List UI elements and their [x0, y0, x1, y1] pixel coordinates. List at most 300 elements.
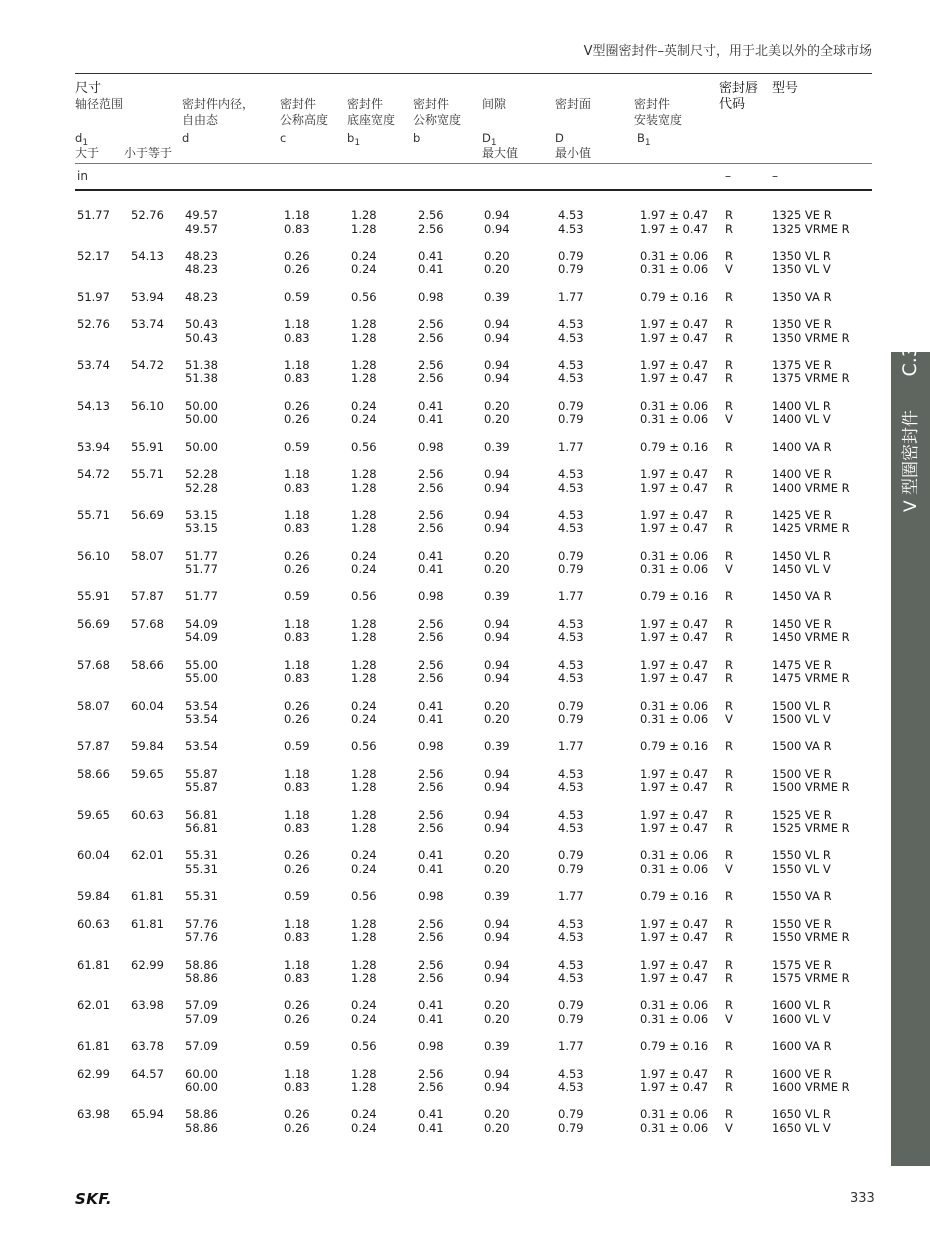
cell-upto: 54.13	[131, 248, 164, 263]
header-d-label-2: 自由态	[182, 113, 219, 127]
page-number: 333	[850, 1191, 875, 1206]
cell-code: R R	[725, 208, 733, 236]
cell-D: 0.79 0.79	[558, 398, 584, 427]
cell-c: 0.59	[284, 889, 310, 904]
cell-type: 1450 VE R 1450 VRME R	[772, 616, 850, 645]
cell-b: 2.56 2.56	[418, 507, 444, 536]
cell-code: R R	[725, 616, 733, 645]
top-rule	[75, 73, 872, 74]
cell-D: 4.53 4.53	[558, 1066, 584, 1095]
cell-D: 4.53 4.53	[558, 807, 584, 836]
cell-type: 1500 VE R 1500 VRME R	[772, 766, 850, 795]
cell-D1: 0.94 0.94	[484, 1066, 510, 1095]
cell-D: 1.77	[558, 589, 584, 604]
cell-D1: 0.94 0.94	[484, 616, 510, 645]
cell-upto: 57.68	[131, 616, 164, 631]
header-b1-label-1: 密封件	[347, 97, 384, 111]
cell-D: 0.79 0.79	[558, 698, 584, 726]
cell-code: R V	[725, 998, 733, 1026]
cell-D1: 0.39	[484, 889, 510, 904]
table-row	[0, 400, 930, 428]
cell-over: 52.17	[77, 248, 110, 263]
header-D-symbol: D	[555, 131, 564, 145]
cell-D1: 0.20 0.20	[484, 698, 510, 726]
cell-b: 0.98	[418, 589, 444, 604]
cell-c: 0.26 0.26	[284, 698, 310, 726]
cell-over: 55.71	[77, 507, 110, 522]
table-row	[0, 550, 930, 578]
cell-d: 57.76 57.76	[185, 916, 218, 945]
cell-over: 56.10	[77, 548, 110, 563]
cell-over: 63.98	[77, 1107, 110, 1122]
cell-D: 4.53 4.53	[558, 467, 584, 495]
header-D1-note: 最大值	[482, 146, 519, 160]
cell-code: R R	[725, 766, 733, 795]
header-unit-rule	[75, 163, 872, 164]
cell-over: 56.69	[77, 616, 110, 631]
cell-b: 0.41 0.41	[418, 248, 444, 277]
cell-code: R V	[725, 848, 733, 876]
cell-b1: 1.28 1.28	[351, 507, 377, 536]
header-d-symbol: d	[182, 131, 190, 145]
cell-code: R	[725, 289, 733, 304]
cell-B1: 0.79 ± 0.16	[640, 739, 709, 754]
cell-b: 2.56 2.56	[418, 807, 444, 836]
cell-over: 51.77	[77, 208, 110, 222]
header-upto-label: 小于等于	[124, 146, 173, 160]
table-row	[0, 250, 930, 278]
cell-B1: 1.97 ± 0.47 1.97 ± 0.47	[640, 208, 709, 236]
cell-b1: 1.28 1.28	[351, 317, 377, 345]
cell-B1: 0.31 ± 0.06 0.31 ± 0.06	[640, 848, 709, 876]
cell-over: 55.91	[77, 589, 110, 604]
cell-b1: 1.28 1.28	[351, 766, 377, 795]
cell-B1: 1.97 ± 0.47 1.97 ± 0.47	[640, 807, 709, 836]
header-c-label-1: 密封件	[280, 97, 317, 111]
cell-D1: 0.94 0.94	[484, 657, 510, 686]
cell-D1: 0.39	[484, 1039, 510, 1054]
cell-type: 1650 VL R 1650 VL V	[772, 1107, 831, 1135]
cell-B1: 1.97 ± 0.47 1.97 ± 0.47	[640, 657, 709, 686]
cell-D1: 0.20 0.20	[484, 848, 510, 876]
cell-code: R R	[725, 1066, 733, 1095]
cell-c: 0.59	[284, 1039, 310, 1054]
cell-D: 0.79 0.79	[558, 998, 584, 1026]
cell-code: R V	[725, 248, 733, 277]
cell-code: R V	[725, 698, 733, 726]
section-side-tab	[891, 345, 930, 1166]
table-row	[0, 1108, 930, 1136]
cell-d: 53.15 53.15	[185, 507, 218, 536]
cell-d: 56.81 56.81	[185, 807, 218, 836]
cell-c: 1.18 0.83	[284, 766, 310, 795]
cell-D: 4.53 4.53	[558, 616, 584, 645]
cell-b: 0.41 0.41	[418, 398, 444, 427]
header-d-label-1: 密封件内径，	[182, 97, 255, 111]
cell-code: R R	[725, 916, 733, 945]
cell-d: 58.86 58.86	[185, 957, 218, 985]
cell-over: 52.76	[77, 317, 110, 332]
table-row	[0, 809, 930, 837]
table-row	[0, 999, 930, 1027]
header-B1-label-2: 安装宽度	[634, 113, 683, 127]
cell-D1: 0.20 0.20	[484, 398, 510, 427]
cell-D1: 0.94 0.94	[484, 957, 510, 985]
cell-D: 4.53 4.53	[558, 957, 584, 985]
cell-upto: 61.81	[131, 916, 164, 931]
cell-c: 1.18 0.83	[284, 208, 310, 236]
cell-upto: 52.76	[131, 208, 164, 222]
cell-over: 51.97	[77, 289, 110, 304]
cell-b1: 0.56	[351, 289, 377, 304]
cell-B1: 1.97 ± 0.47 1.97 ± 0.47	[640, 1066, 709, 1095]
header-dimensions: 尺寸	[75, 81, 102, 96]
cell-type: 1575 VE R 1575 VRME R	[772, 957, 850, 985]
table-row	[0, 700, 930, 728]
header-code-label-1: 密封唇	[719, 81, 759, 96]
cell-over: 61.81	[77, 957, 110, 972]
table-row	[0, 618, 930, 646]
cell-d: 48.23	[185, 289, 218, 304]
cell-c: 0.26 0.26	[284, 998, 310, 1026]
cell-over: 60.63	[77, 916, 110, 931]
cell-b1: 1.28 1.28	[351, 657, 377, 686]
cell-over: 57.87	[77, 739, 110, 754]
header-bottom-rule	[75, 189, 872, 191]
header-b-symbol: b	[413, 131, 421, 145]
cell-over: 54.13	[77, 398, 110, 413]
cell-D1: 0.94 0.94	[484, 357, 510, 386]
cell-B1: 1.97 ± 0.47 1.97 ± 0.47	[640, 616, 709, 645]
cell-b1: 1.28 1.28	[351, 807, 377, 836]
cell-type: 1350 VL R 1350 VL V	[772, 248, 831, 277]
cell-b: 0.98	[418, 739, 444, 754]
cell-code: R V	[725, 398, 733, 427]
cell-B1: 0.79 ± 0.16	[640, 889, 709, 904]
cell-c: 1.18 0.83	[284, 916, 310, 945]
cell-c: 0.26 0.26	[284, 1107, 310, 1135]
header-D1-symbol: $D_1$	[482, 131, 497, 148]
cell-B1: 0.31 ± 0.06 0.31 ± 0.06	[640, 998, 709, 1026]
cell-D: 1.77	[558, 1039, 584, 1054]
cell-c: 1.18 0.83	[284, 317, 310, 345]
cell-c: 0.59	[284, 739, 310, 754]
cell-d: 55.00 55.00	[185, 657, 218, 686]
cell-c: 0.26 0.26	[284, 548, 310, 577]
table-row	[0, 740, 930, 768]
cell-code: R R	[725, 957, 733, 985]
cell-c: 0.26 0.26	[284, 848, 310, 876]
table-row	[0, 849, 930, 877]
cell-c: 1.18 0.83	[284, 616, 310, 645]
cell-code: R R	[725, 467, 733, 495]
cell-code: R	[725, 439, 733, 454]
cell-D1: 0.20 0.20	[484, 1107, 510, 1135]
table-row	[0, 659, 930, 687]
cell-d: 55.31 55.31	[185, 848, 218, 876]
cell-type: 1475 VE R 1475 VRME R	[772, 657, 850, 686]
cell-c: 0.26 0.26	[284, 398, 310, 427]
header-type-label: 型号	[772, 81, 799, 96]
cell-D: 4.53 4.53	[558, 357, 584, 386]
header-c-symbol: c	[280, 131, 287, 145]
cell-d: 51.77	[185, 589, 218, 604]
cell-b1: 0.24 0.24	[351, 698, 377, 726]
cell-upto: 56.10	[131, 398, 164, 413]
cell-d: 54.09 54.09	[185, 616, 218, 645]
cell-b: 0.98	[418, 439, 444, 454]
cell-code: R	[725, 589, 733, 604]
cell-upto: 57.87	[131, 589, 164, 604]
cell-c: 1.18 0.83	[284, 957, 310, 985]
header-code-label-2: 代码	[719, 97, 746, 112]
type-unit: –	[772, 169, 778, 183]
cell-type: 1550 VL R 1550 VL V	[772, 848, 831, 876]
cell-upto: 59.65	[131, 766, 164, 781]
cell-type: 1325 VE R 1325 VRME R	[772, 208, 850, 236]
cell-D1: 0.39	[484, 289, 510, 304]
cell-over: 62.99	[77, 1066, 110, 1081]
cell-c: 1.18 0.83	[284, 807, 310, 836]
skf-logo: SKF.	[75, 1190, 113, 1208]
cell-type: 1400 VL R 1400 VL V	[772, 398, 831, 427]
cell-upto: 62.99	[131, 957, 164, 972]
cell-B1: 1.97 ± 0.47 1.97 ± 0.47	[640, 507, 709, 536]
header-c-label-2: 公称高度	[280, 113, 329, 127]
cell-b1: 0.56	[351, 889, 377, 904]
cell-over: 53.94	[77, 439, 110, 454]
cell-b: 2.56 2.56	[418, 616, 444, 645]
header-b1-symbol: $b_1$	[347, 131, 361, 148]
cell-B1: 0.31 ± 0.06 0.31 ± 0.06	[640, 548, 709, 577]
cell-code: R V	[725, 1107, 733, 1135]
cell-c: 0.59	[284, 439, 310, 454]
cell-D1: 0.94 0.94	[484, 766, 510, 795]
header-D-note: 最小值	[555, 146, 592, 160]
cell-B1: 0.31 ± 0.06 0.31 ± 0.06	[640, 1107, 709, 1135]
cell-upto: 60.63	[131, 807, 164, 822]
cell-upto: 55.91	[131, 439, 164, 454]
cell-c: 0.26 0.26	[284, 248, 310, 277]
cell-upto: 60.04	[131, 698, 164, 713]
cell-type: 1500 VA R	[772, 739, 832, 754]
cell-type: 1350 VA R	[772, 289, 832, 304]
table-row	[0, 918, 930, 946]
cell-type: 1500 VL R 1500 VL V	[772, 698, 831, 726]
cell-d: 51.77 51.77	[185, 548, 218, 577]
cell-B1: 0.31 ± 0.06 0.31 ± 0.06	[640, 398, 709, 427]
cell-d: 55.87 55.87	[185, 766, 218, 795]
table-row	[0, 890, 930, 918]
cell-d: 52.28 52.28	[185, 467, 218, 495]
cell-b1: 1.28 1.28	[351, 1066, 377, 1095]
cell-B1: 0.31 ± 0.06 0.31 ± 0.06	[640, 248, 709, 277]
cell-b1: 1.28 1.28	[351, 357, 377, 386]
cell-type: 1350 VE R 1350 VRME R	[772, 317, 850, 345]
table-row	[0, 209, 930, 237]
cell-b1: 0.56	[351, 1039, 377, 1054]
cell-type: 1550 VE R 1550 VRME R	[772, 916, 850, 945]
cell-D1: 0.94 0.94	[484, 317, 510, 345]
cell-code: R R	[725, 357, 733, 386]
cell-upto: 58.66	[131, 657, 164, 672]
cell-d: 51.38 51.38	[185, 357, 218, 386]
cell-D: 4.53 4.53	[558, 317, 584, 345]
code-unit: –	[725, 169, 731, 183]
cell-D: 0.79 0.79	[558, 1107, 584, 1135]
cell-b1: 1.28 1.28	[351, 467, 377, 495]
cell-D: 0.79 0.79	[558, 248, 584, 277]
cell-code: R R	[725, 807, 733, 836]
cell-b1: 0.24 0.24	[351, 548, 377, 577]
cell-d: 53.54	[185, 739, 218, 754]
table-row	[0, 441, 930, 469]
header-D-label: 密封面	[555, 97, 592, 111]
cell-over: 58.07	[77, 698, 110, 713]
cell-D: 4.53 4.53	[558, 657, 584, 686]
cell-upto: 54.72	[131, 357, 164, 372]
cell-B1: 1.97 ± 0.47 1.97 ± 0.47	[640, 957, 709, 985]
table-row	[0, 359, 930, 387]
cell-d: 50.00	[185, 439, 218, 454]
cell-D: 1.77	[558, 889, 584, 904]
table-row	[0, 768, 930, 796]
cell-upto: 64.57	[131, 1066, 164, 1081]
cell-B1: 1.97 ± 0.47 1.97 ± 0.47	[640, 317, 709, 345]
cell-over: 60.04	[77, 848, 110, 863]
cell-d: 60.00 60.00	[185, 1066, 218, 1095]
side-tab-title: V 型圈密封件	[901, 409, 921, 512]
cell-D: 1.77	[558, 739, 584, 754]
header-shaft-range: 轴径范围	[75, 97, 124, 111]
cell-type: 1600 VA R	[772, 1039, 832, 1054]
cell-b1: 0.56	[351, 439, 377, 454]
cell-b: 2.56 2.56	[418, 957, 444, 985]
header-b1-label-2: 底座宽度	[347, 113, 396, 127]
cell-D: 1.77	[558, 289, 584, 304]
cell-upto: 65.94	[131, 1107, 164, 1122]
cell-d: 48.23 48.23	[185, 248, 218, 277]
running-head: V型圈密封件–英制尺寸，用于北美以外的全球市场	[583, 44, 872, 59]
cell-over: 59.84	[77, 889, 110, 904]
cell-d: 58.86 58.86	[185, 1107, 218, 1135]
cell-D1: 0.94 0.94	[484, 507, 510, 536]
cell-upto: 62.01	[131, 848, 164, 863]
cell-over: 61.81	[77, 1039, 110, 1054]
cell-over: 53.74	[77, 357, 110, 372]
header-D1-label: 间隙	[482, 97, 507, 111]
cell-over: 58.66	[77, 766, 110, 781]
cell-B1: 1.97 ± 0.47 1.97 ± 0.47	[640, 467, 709, 495]
header-B1-symbol: $B_1$	[637, 131, 651, 148]
cell-type: 1450 VL R 1450 VL V	[772, 548, 831, 577]
table-row	[0, 590, 930, 618]
cell-code: R	[725, 889, 733, 904]
cell-B1: 0.79 ± 0.16	[640, 439, 709, 454]
cell-c: 1.18 0.83	[284, 467, 310, 495]
cell-B1: 0.31 ± 0.06 0.31 ± 0.06	[640, 698, 709, 726]
cell-b1: 1.28 1.28	[351, 916, 377, 945]
header-B1-label-1: 密封件	[634, 97, 671, 111]
cell-b: 0.41 0.41	[418, 998, 444, 1026]
cell-upto: 53.74	[131, 317, 164, 332]
cell-upto: 56.69	[131, 507, 164, 522]
cell-type: 1550 VA R	[772, 889, 832, 904]
cell-B1: 1.97 ± 0.47 1.97 ± 0.47	[640, 766, 709, 795]
cell-D1: 0.20 0.20	[484, 248, 510, 277]
cell-type: 1400 VE R 1400 VRME R	[772, 467, 850, 495]
cell-type: 1525 VE R 1525 VRME R	[772, 807, 850, 836]
cell-B1: 0.79 ± 0.16	[640, 1039, 709, 1054]
cell-type: 1400 VA R	[772, 439, 832, 454]
cell-D1: 0.94 0.94	[484, 916, 510, 945]
cell-over: 54.72	[77, 467, 110, 481]
cell-D1: 0.20 0.20	[484, 998, 510, 1026]
cell-b1: 0.24 0.24	[351, 848, 377, 876]
cell-upto: 53.94	[131, 289, 164, 304]
cell-b: 2.56 2.56	[418, 916, 444, 945]
cell-D1: 0.94 0.94	[484, 467, 510, 495]
cell-d: 57.09	[185, 1039, 218, 1054]
cell-d: 50.43 50.43	[185, 317, 218, 345]
cell-D: 1.77	[558, 439, 584, 454]
cell-b: 0.41 0.41	[418, 1107, 444, 1135]
cell-b: 0.41 0.41	[418, 848, 444, 876]
cell-b1: 1.28 1.28	[351, 208, 377, 236]
cell-b1: 0.24 0.24	[351, 1107, 377, 1135]
cell-b: 2.56 2.56	[418, 1066, 444, 1095]
cell-b: 2.56 2.56	[418, 766, 444, 795]
header-b-label-2: 公称宽度	[413, 113, 462, 127]
cell-b: 0.41 0.41	[418, 698, 444, 726]
cell-b: 2.56 2.56	[418, 208, 444, 236]
cell-D: 0.79 0.79	[558, 548, 584, 577]
cell-type: 1600 VE R 1600 VRME R	[772, 1066, 850, 1095]
cell-b1: 0.24 0.24	[351, 998, 377, 1026]
header-b-label-1: 密封件	[413, 97, 450, 111]
side-tab-section: C.3	[899, 345, 921, 377]
cell-b1: 0.56	[351, 589, 377, 604]
cell-code: R	[725, 739, 733, 754]
cell-c: 1.18 0.83	[284, 507, 310, 536]
cell-d: 57.09 57.09	[185, 998, 218, 1026]
cell-code: R R	[725, 507, 733, 536]
cell-b: 0.98	[418, 289, 444, 304]
cell-d: 50.00 50.00	[185, 398, 218, 427]
table-row	[0, 959, 930, 987]
cell-type: 1425 VE R 1425 VRME R	[772, 507, 850, 536]
header-over-symbol: $d_1$	[75, 131, 89, 148]
cell-type: 1600 VL R 1600 VL V	[772, 998, 831, 1026]
cell-d: 53.54 53.54	[185, 698, 218, 726]
cell-D1: 0.94 0.94	[484, 807, 510, 836]
cell-D1: 0.20 0.20	[484, 548, 510, 577]
cell-b1: 1.28 1.28	[351, 957, 377, 985]
cell-D: 0.79 0.79	[558, 848, 584, 876]
cell-code: R R	[725, 317, 733, 345]
cell-b1: 1.28 1.28	[351, 616, 377, 645]
cell-code: R V	[725, 548, 733, 577]
table-row	[0, 291, 930, 319]
cell-over: 57.68	[77, 657, 110, 672]
cell-over: 62.01	[77, 998, 110, 1013]
cell-upto: 58.07	[131, 548, 164, 563]
cell-b: 0.98	[418, 889, 444, 904]
cell-B1: 0.79 ± 0.16	[640, 589, 709, 604]
cell-D: 4.53 4.53	[558, 766, 584, 795]
cell-code: R R	[725, 657, 733, 686]
unit-label: in	[77, 169, 88, 183]
